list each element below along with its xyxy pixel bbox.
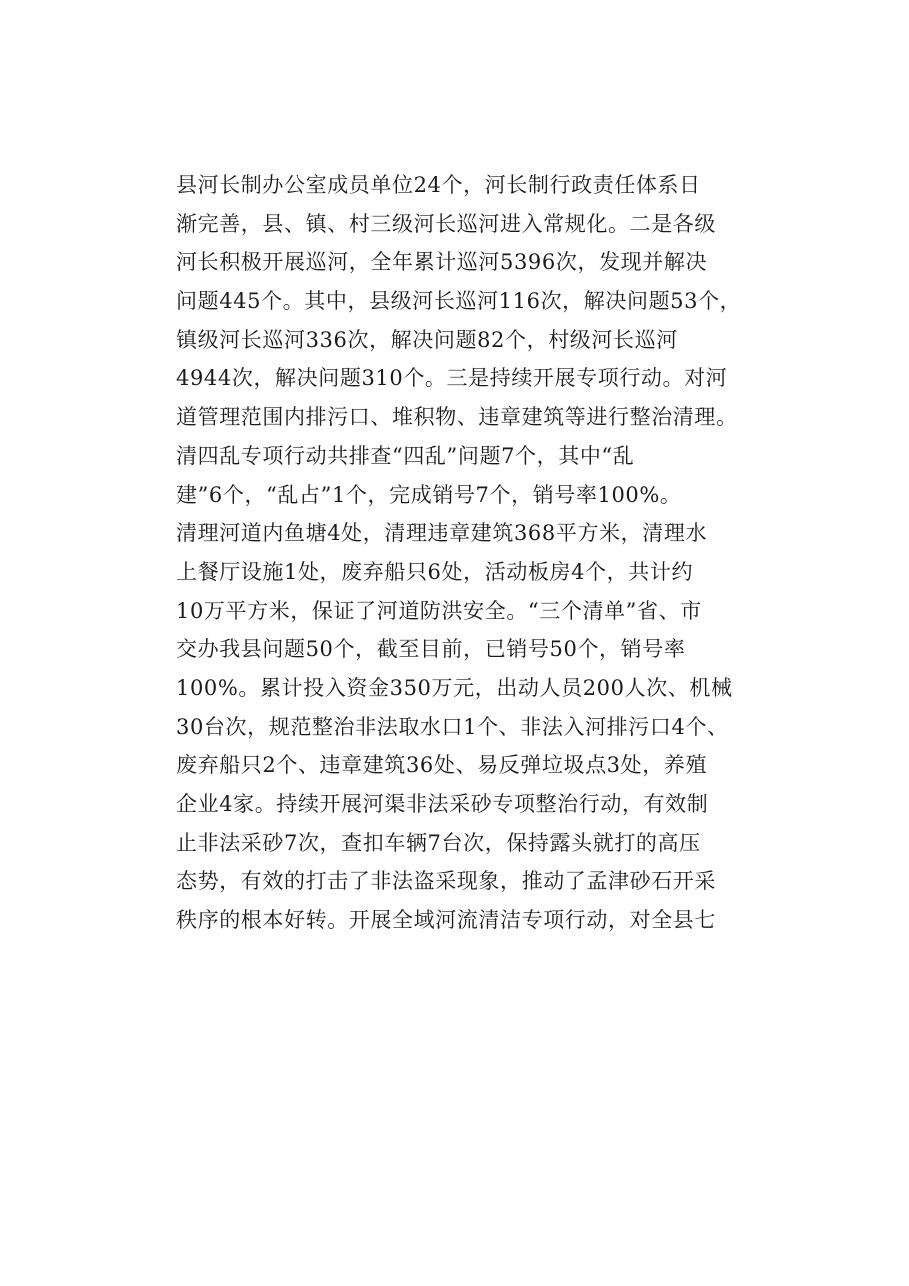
text-line: 渐完善，县、镇、村三级河长巡河进入常规化。二是各级 (176, 211, 716, 236)
text-line: 秩序的根本好转。开展全域河流清洁专项行动，对全县七 (176, 908, 716, 933)
text-line: 止非法采砂7次，查扣车辆7台次，保持露头就打的高压 (176, 830, 701, 855)
text-line: 4944次，解决问题310个。三是持续开展专项行动。对河 (176, 366, 728, 391)
text-line: 问题445个。其中，县级河长巡河116次，解决问题53个， (176, 289, 742, 314)
text-line: 交办我县问题50个，截至目前，已销号50个，销号率 (176, 637, 686, 662)
text-line: 县河长制办公室成员单位24个，河长制行政责任体系日 (176, 173, 701, 197)
text-line: 态势，有效的打击了非法盗采现象，推动了孟津砂石开采 (176, 869, 716, 894)
text-line: 废弃船只2个、违章建筑36处、易反弹垃圾点3处，养殖 (176, 753, 708, 778)
text-line: 道管理范围内排污口、堆积物、违章建筑等进行整治清理。 (176, 405, 738, 430)
text-line: 镇级河长巡河336次，解决问题82个，村级河长巡河 (176, 327, 678, 352)
body-paragraph (176, 166, 816, 940)
text-line: 河长积极开展巡河，全年累计巡河5396次，发现并解决 (176, 250, 708, 275)
text-line: 建”6个，“乱占”1个，完成销号7个，销号率100%。 (176, 482, 682, 507)
text-line: 清四乱专项行动共排查“四乱”问题7个，其中“乱 (176, 443, 635, 468)
text-line: 10万平方米，保证了河道防洪安全。“三个清单”省、市 (176, 598, 702, 623)
text-line: 30台次，规范整治非法取水口1个、非法入河排污口4个、 (176, 714, 729, 739)
text-line: 上餐厅设施1处，废弃船只6处，活动板房4个，共计约 (176, 559, 694, 584)
text-line: 清理河道内鱼塘4处，清理违章建筑368平方米，清理水 (176, 521, 708, 546)
text-line: 企业4家。持续开展河渠非法采砂专项整治行动，有效制 (176, 792, 709, 816)
text-line: 100%。累计投入资金350万元，出动人员200人次、机械 (176, 675, 733, 700)
